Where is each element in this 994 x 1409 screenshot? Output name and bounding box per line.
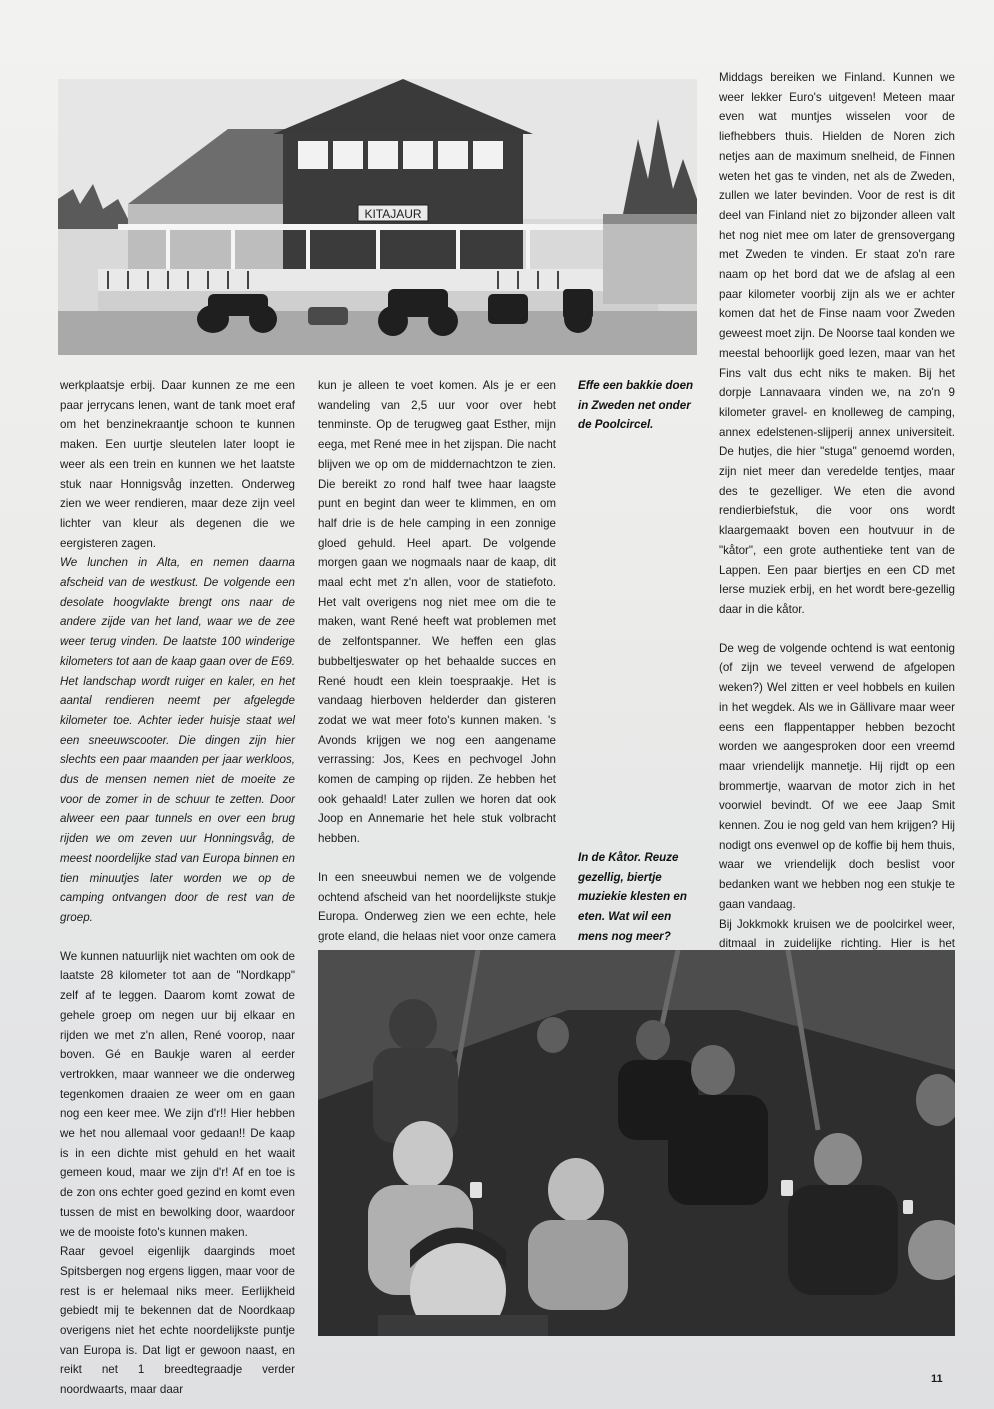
paragraph: We kunnen natuurlijk niet wachten om ook de laatste 28 kilometer tot aan de "Nordkapp" zelf af te leggen. Daarom komt zowat de gehele groep om negen uur bij elkaar en rijden we met z'n allen, René voorop, naar boven. Gé en Baukje waren al eerder vertrokken, maar wanneer we die onderweg tegenkomen draaien ze weer om en gaan nog een keer mee. We zijn d'r!! Hier hebben we het nou allemaal voor gedaan!! De kaap is in een dichte mist gehuld en het waait gemeen koud, maar we zijn d'r! Af en toe is de zon ons echter goed gezind en komt even tussen de mist en bewolking door, waardoor we de mooiste foto's kunnen maken. bbox=[60, 949, 295, 1239]
article-column-4 bbox=[719, 68, 955, 974]
paragraph: werkplaatsje erbij. Daar kunnen ze me een paar jerrycans lenen, want de tank moet eraf om het benzinekraantje schoon te kunnen maken. Een uurtje sleutelen later loopt ie weer als een trein en kunnen we het laatste stuk naar Honnigsvåg inzetten. Onderweg zien we weer rendieren, maar deze zijn veel lichter van kleur als degenen die we eergisteren zagen. bbox=[60, 379, 295, 550]
article-column-2 bbox=[318, 376, 556, 966]
paragraph: Bij Jokkmokk kruisen we de poolcirkel weer, ditmaal in zuidelijke richting. Hier is het bbox=[719, 917, 955, 951]
page-number: 11 bbox=[931, 1373, 943, 1385]
paragraph: We lunchen in Alta, en nemen daarna afscheid van de westkust. De volgende een desolate hoogvlakte brengt ons naar de andere zijde van het land, waar we de zee weer terug vinden. De laatste 100 winderige kilometers tot aan de kaap gaan over de E69. Het landschap wordt ruiger en kaler, en het aantal rendieren neemt per afgelegde kilometer toe. Achter ieder huisje staat wel een sneeuwscooter. Die dingen zijn hier slechts een paar maanden per jaar werkloos, dus de mensen nemen niet de moeite ze voor de zomer in de schuur te zetten. Door alweer een paar tunnels en over een brug rijden we om zeven uur Honningsvåg, de meest noordelijke stad van Europa binnen en tien minuutjes later worden we op de camping ontvangen door de rest van de groep. bbox=[60, 556, 295, 924]
building-sign: KITAJAUR bbox=[364, 207, 422, 221]
photo-caption-top: Effe een bakkie doen in Zweden net onder de Poolcircel. bbox=[578, 379, 694, 432]
article-column-1 bbox=[60, 376, 295, 1400]
paragraph: kun je alleen te voet komen. Als je er een wandeling van 2,5 uur voor over hebt tenminste. Op de terugweg gaat Esther, mijn eega, met René mee in het zijspan. Die nacht blijven we op om de middernachtzon te zien. Die bereikt zo rond half twee haar laagste punt en begint dan weer te klimmen, en om half drie is de hele camping in een zonnige gloed gehuld. Heel apart. De volgende morgen gaan we nogmaals naar de kaap, dit maal echt met z'n allen, voor de statiefoto. Het valt overigens nog niet mee om die te maken, want René heeft wat problemen met de zelfontspanner. We heffen een glas bubbeltjeswater op het behaalde succes en René houdt een klein toespraakje. Het is vandaag hierboven helderder dan gisteren zodat we wat meer foto's kunnen maken. 's Avonds krijgen we nog een aangename verrassing: Jos, Kees en pechvogel John komen de camping op rijden. Ze hebben het ook gehaald! Later zullen we horen dat ook Joop en Annemarie het hele stuk volbracht hebben. bbox=[318, 379, 556, 846]
photo-caption-bottom: In de Kåtor. Reuze gezellig, biertje muziekie klesten en eten. Wat wil een mens nog meer? bbox=[578, 851, 687, 943]
photo-kitajaur-building bbox=[58, 79, 697, 355]
photo-group-in-katar bbox=[318, 950, 955, 1336]
paragraph: Raar gevoel eigenlijk daarginds moet Spitsbergen nog ergens liggen, maar voor de rest is er helemaal niks meer. Eerlijkheid gebiedt mij te bekennen dat de Noordkaap overigens niet het echte noordelijkste puntje van Europa is. Dat ligt er gewoon naast, en reikt net 1 breedtegraadje verder noordwaarts, maar daar bbox=[60, 1245, 295, 1397]
paragraph: De weg de volgende ochtend is wat eentonig (of zijn we teveel verwend de afgelopen weken?) Wel zitten er veel hobbels en kuilen in het wegdek. Als we in Gällivare maar weer eens een flappentapper hebben bezocht worden we aangesproken door een vreemd maar vriendelijk mannetje. Hij rijdt op een brommertje, waarvan de motor zich in het voorwiel bevindt. Of we eee Jaap Smit kennen. Zou ie nog geld van hem krijgen? Hij nodigt ons evenwel op de koffie bij hem thuis, waar we vriendelijk doch beslist voor bedanken want we hebben nog een stukje te gaan vandaag. bbox=[719, 641, 955, 911]
paragraph: Middags bereiken we Finland. Kunnen we weer lekker Euro's uitgeven! Meteen maar even wat muntjes wisselen voor de liefhebbers thuis. Hielden de Noren zich netjes aan de maximum snelheid, de Finnen weten het gas te vinden, net als de Zweden, zullen we later bevinden. Voor de rest is dit deel van Finland niet zo bijzonder alleen valt het nog niet mee om later de grensovergang met Zweden te vinden. Er staat zo'n rare naam op het bord dat we de afslag al een paar kilometer voorbij zijn als we er achter komen dat het de Finse naam voor Zweden geweest moet zijn. De Noorse taal konden we meestal behoorlijk goed lezen, maar van het Fins valt dus echt niks te maken. Bij het dorpje Lannavaara vinden we, na zo'n 9 kilometer gravel- en knolleweg de camping, annex edelstenen-slijperij annex universiteit. De hutjes, die hier "stuga" genoemd worden, zijn niet meer dan veredelde tentjes, maar des te gezelliger. We eten die avond rendierbiefstuk, die voor ons wordt klaargemaakt boven een houtvuur in de "kåtor", een grote authentieke tent van de Lappen. Een paar biertjes en een CD met Ierse muziek erbij, en het wordt bere-gezellig daar in die kåtor. bbox=[719, 71, 955, 616]
paragraph: In een sneeuwbui nemen we de volgende ochtend afscheid van het noordelijkste stukje Europa. Onderweg zien we een echte, hele grote eland, die helaas niet voor onze camera bbox=[318, 870, 556, 943]
